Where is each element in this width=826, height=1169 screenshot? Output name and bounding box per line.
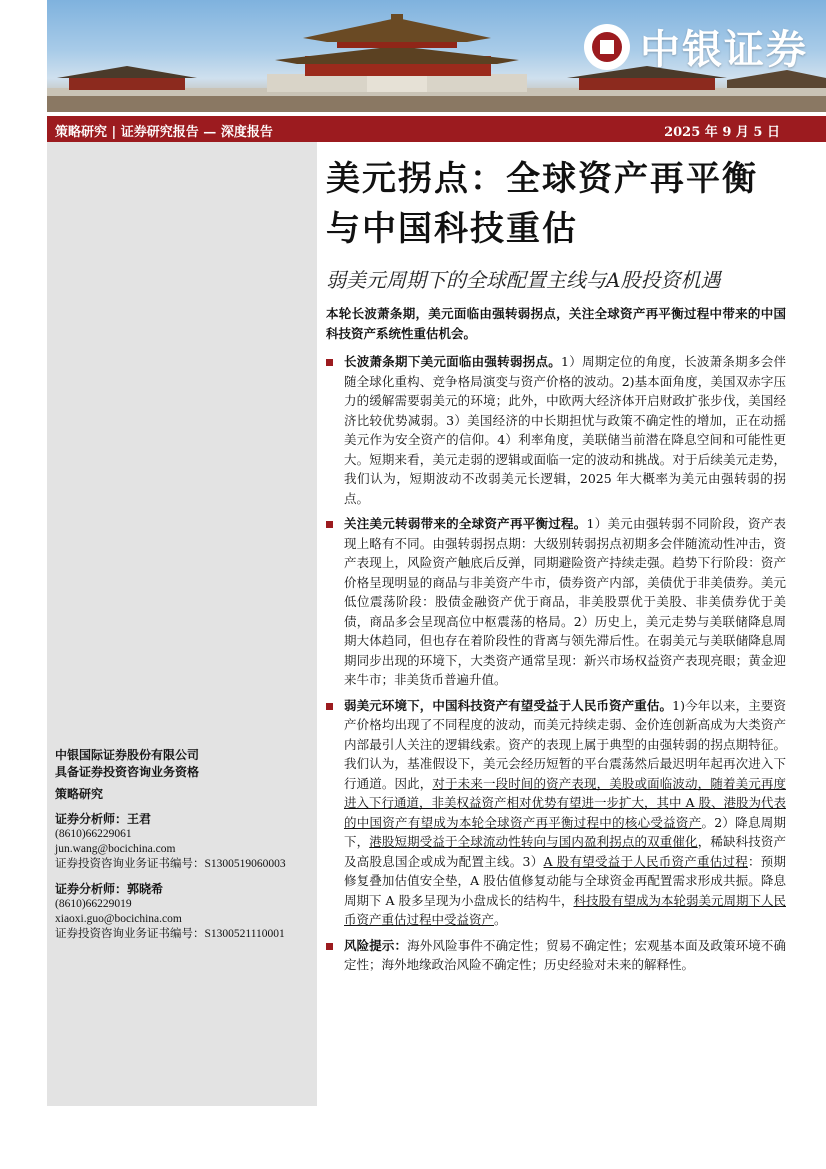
analyst-info [55, 747, 313, 942]
bullet-square-icon [326, 943, 333, 950]
risk-warning-text: 海外风险事件不确定性；贸易不确定性；宏观基本面及政策环境不确定性；海外地缘政治风险不确定性；历史经验对未来的解释性。 [344, 937, 786, 972]
analyst-license: 证券投资咨询业务证书编号：S1300521110001 [55, 928, 285, 940]
key-point [326, 696, 786, 930]
org-qualification: 具备证券投资咨询业务资格 [55, 765, 200, 779]
research-group: 策略研究 [55, 787, 104, 801]
key-point-lead: 长波萧条期下美元面临由强转弱拐点。 [344, 354, 562, 369]
report-summary: 本轮长波萧条期，美元面临由强转弱拐点，关注全球资产再平衡过程中带来的中国科技资产系统性重估机会。 [326, 306, 786, 341]
boc-logo-icon [584, 24, 630, 70]
key-point-lead: 弱美元环境下，中国科技资产有望受益于人民币资产重估。 [344, 697, 673, 713]
key-point-lead: 关注美元转弱带来的全球资产再平衡过程。 [344, 516, 587, 531]
key-point-text: 1)今年以来，主要资产价格均出现了不同程度的波动，而美元持续走弱、金价连创新高成为大类资产内部最引人关注的逻辑线索。资产的表现上属于典型的由强转弱的拐点期特征。我们认为，基准假设下，美元会经历短暂的平台震荡然后最迟明年起再次进入下行通道。因此， [344, 697, 786, 791]
title-line-1: 美元拐点：全球资产再平衡 [326, 159, 758, 199]
analyst-name: 证券分析师：郭晓希 [55, 882, 164, 896]
key-point-text: 1）周期定位的角度，长波萧条期多会伴随全球化重构、竞争格局演变与资产价格的波动。2)基本面角度，美国双赤字压力的缓解需要弱美元的环境；此外，中欧两大经济体开启财政扩张步伐，美国经济比较优势减弱。3）美国经济的中长期担忧与政策不确定性的增加，正在动摇美元作为安全资产的信仰。4）利率角度，美联储当前潜在降息空间和可能性更大。短期来看，美元走弱的逻辑或面临一定的波动和挑战。对于后续美元走势，我们认为，短期波动不改弱美元长逻辑，2025 年大概率为美元由强转弱的拐点。 [344, 354, 786, 506]
bullet-square-icon [326, 703, 333, 710]
key-points [326, 352, 786, 975]
org-name: 中银国际证券股份有限公司 [55, 748, 200, 762]
analyst-email[interactable]: jun.wang@bocichina.com [55, 843, 176, 855]
key-point-text: ：预期修复叠加估值安全垫，A 股估值修复动能与全球资金再配置需求形成共振。降息周期下 A 股多呈现为小盘成长的结构牛， [344, 853, 786, 908]
key-point-highlight: 港股短期受益于全球流动性转向与国内盈利拐点的双重催化 [369, 834, 698, 849]
category-bar [47, 116, 826, 142]
key-point-highlight: 科技股有望成为本轮弱美元周期下人民币资产重估过程中受益资产 [344, 892, 786, 927]
key-point [326, 352, 786, 508]
bullet-square-icon [326, 359, 333, 366]
analyst-phone: (8610)66229061 [55, 828, 132, 840]
key-point [326, 514, 786, 690]
risk-warning [326, 936, 786, 975]
title-line-2: 与中国科技重估 [326, 209, 578, 249]
main-content [326, 148, 786, 981]
bullet-square-icon [326, 521, 333, 528]
report-subtitle: 弱美元周期下的全球配置主线与A股投资机遇 [326, 268, 721, 292]
analyst-email[interactable]: xiaoxi.guo@bocichina.com [55, 913, 182, 925]
key-point-text: 。 [494, 912, 507, 927]
header-banner [47, 0, 826, 112]
brand-name: 中银证券 [640, 27, 808, 73]
report-title [326, 154, 786, 254]
key-point-highlight: 对于未来一段时间的资产表现，美股或面临波动，随着美元再度进入下行通道，非美权益资产相对优势有望进一步扩大，其中 A 股、港股为代表的中国资产有望成为本轮全球资产再平衡过程中的核心受益资产 [344, 775, 786, 830]
key-point-text: 1）美元由强转弱不同阶段，资产表现上略有不同。由强转弱拐点期：大级别转弱拐点初期多会伴随流动性冲击，资产表现上，风险资产触底后反弹，同期避险资产持续走强。趋势下行阶段：资产价格呈现明显的商品与非美资产牛市，债券资产内部，美债优于非美债券。美元低位震荡阶段：股债金融资产优于商品，非美股票优于美股、非美债券优于美债，商品多会呈现高位中枢震荡的格局。2）历史上，美元走势与美联储降息周期大体趋同，但也存在着阶段性的背离与领先滞后性。在弱美元与美联储降息周期同步出现的环境下，大类资产通常呈现：新兴市场权益资产表现亮眼；黄金迎来牛市；非美货币普遍升值。 [344, 516, 786, 687]
sidebar [47, 142, 317, 1106]
analyst-phone: (8610)66229019 [55, 898, 132, 910]
key-point-text: ，稀缺科技资产及高股息国企或成为配置主线。3） [344, 834, 786, 869]
report-date: 2025 年 9 月 5 日 [664, 125, 780, 140]
analyst-name: 证券分析师：王君 [55, 812, 152, 826]
key-point-highlight: A 股有望受益于人民币资产重估过程 [543, 853, 748, 869]
analyst-license: 证券投资咨询业务证书编号：S1300519060003 [55, 858, 286, 870]
key-point-text: 。2）降息周期下， [344, 814, 786, 849]
report-category: 策略研究 | 证券研究报告 — 深度报告 [55, 125, 273, 140]
risk-warning-lead: 风险提示： [344, 937, 408, 953]
brand-logo [584, 18, 808, 75]
